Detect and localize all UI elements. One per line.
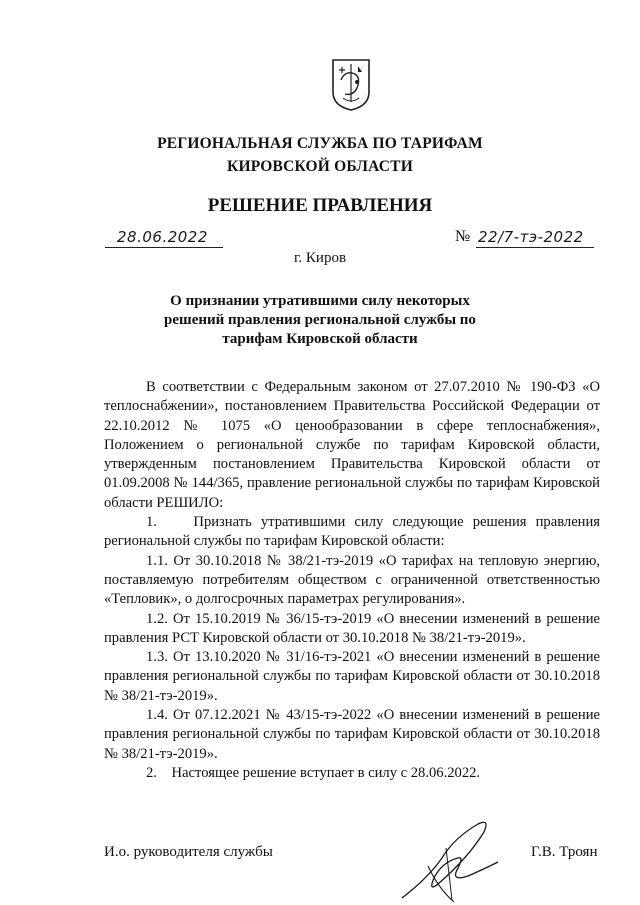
document-body	[104, 378, 600, 783]
paragraph-1-3: 1.3. От 13.10.2020 № 31/16-тэ-2021 «О внесении изменений в решение правления региональной службы по тарифам Кировской области от 30.10.2018 № 38/21-тэ-2019».	[104, 649, 600, 704]
signatory-name: Г.В. Троян	[531, 844, 598, 860]
subject-line1: О признании утратившими силу некоторых	[170, 293, 470, 309]
paragraph-1: 1. Признать утратившими силу следующие решения правления региональной службы по тарифам Кировской области:	[104, 514, 600, 550]
number-sign: №	[455, 228, 471, 245]
organization-name-line2: КИРОВСКОЙ ОБЛАСТИ	[227, 158, 413, 175]
paragraph-1-1: 1.1. От 30.10.2018 № 38/21-тэ-2019 «О тарифах на тепловую энергию, поставляемую потребителям обществом с ограниченной ответственностью «Тепловик», о долгосрочных параметрах регулирования».	[104, 552, 600, 608]
subject-line2: решений правления региональной службы по	[164, 312, 476, 328]
document-title: РЕШЕНИЕ ПРАВЛЕНИЯ	[207, 195, 433, 216]
paragraph-1-2: 1.2. От 15.10.2019 № 36/15-тэ-2019 «О внесении изменений в решение правления РСТ Кировской области от 30.10.2018 № 38/21-тэ-2019».	[104, 610, 600, 646]
handwritten-date: 28.06.2022	[117, 228, 208, 246]
paragraph-2: 2. Настоящее решение вступает в силу с 28.06.2022.	[146, 764, 481, 781]
city: г. Киров	[293, 250, 347, 266]
signatory-position: И.о. руководителя службы	[104, 844, 273, 860]
subject-heading	[0, 292, 640, 349]
paragraph-1-4: 1.4. От 07.12.2021 № 43/15-тэ-2022 «О внесении изменений в решение правления региональной службы по тарифам Кировской области от 30.10.2018 № 38/21-тэ-2019».	[104, 707, 600, 762]
signature-image	[398, 818, 510, 905]
date-underline	[105, 247, 223, 248]
organization-name-line1: РЕГИОНАЛЬНАЯ СЛУЖБА ПО ТАРИФАМ	[157, 135, 483, 152]
subject-line3: тарифам Кировской области	[222, 331, 418, 347]
handwritten-number: 22/7-тэ-2022	[478, 228, 584, 246]
coat-of-arms-icon	[331, 58, 371, 112]
preamble-paragraph: В соответствии с Федеральным законом от 27.07.2010 № 190-ФЗ «О теплоснабжении», постановлением Правительства Российской Федерации от 22.10.2012 № 1075 «О ценообразовании в сфере теплоснабжения», Положением о региональной службе по тарифам Кировской области, утвержденным постановлением Правительства Кировской области от 01.09.2008 № 144/365, правление региональной службы по тарифам Кировской области РЕШИЛО:	[104, 379, 600, 511]
number-underline	[476, 247, 594, 248]
